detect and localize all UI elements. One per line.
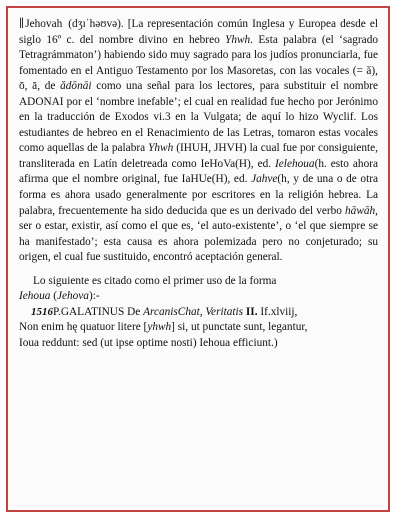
entry-text-6: (h, y de una o de otra forma es ahora usado generalmente por escritores en la religión hebrea. La palabra, frecuentemente ha sido deducida que es un derivado del verbo — [19, 173, 378, 217]
entry-text-1: [La representación común Inglesa y Europea desde el siglo 16º c. del nombre divino en hebreo — [19, 18, 378, 46]
entry-text-5: (h. esto ahora afirma que el nombre original, fue IaHUe(H), ed. — [19, 157, 378, 186]
pronunciation: (dʒɪˈhəʊvə). — [68, 18, 124, 30]
term-yhwh-2: Yhwh — [148, 142, 174, 155]
quotation-intro — [19, 274, 378, 290]
form-iehoua: Iehoua — [19, 290, 51, 303]
citation-title: ArcanisChat, Veritatis — [143, 305, 244, 318]
citation-latin-line-1 — [19, 320, 378, 336]
latin-yhwh: yhwh — [147, 321, 172, 334]
latin-text-c: Ioua reddunt: sed (ut ipse optime nosti) Iehoua efficiunt.) — [19, 336, 278, 349]
latin-text-a: Non enim hę quatuor litere [ — [19, 321, 148, 334]
quotation-form-line — [19, 289, 378, 305]
quotation-block — [19, 274, 378, 352]
entry-paragraph — [19, 17, 378, 266]
entry-text-4: (IHUH, JHVH) la cual fue por consiguiente, transliterada en Latín deletreada como IeHoVa(H), ed. — [19, 142, 378, 170]
entry-text-7: , ser o estar, existir, así como el que es, ‘el auto-existente’, o ‘el que siempre se ha manifestado’; esta causa es ahora polemizada pero no conjeturado; su origen, el cual fue sustituido, encontró aceptación general. — [19, 204, 378, 264]
term-ielehoua: Ielehoua — [275, 157, 315, 170]
quotation-intro-text: Lo siguiente es citado como el primer uso de la forma — [33, 274, 277, 287]
term-hawah: hāwāh — [345, 204, 376, 217]
headword: Jehovah — [25, 18, 63, 30]
dictionary-entry-box — [6, 6, 390, 512]
citation-author: P.GALATINUS De — [53, 305, 144, 318]
citation-ref: If.xlviij, — [257, 305, 298, 318]
citation-book: II. — [245, 305, 258, 318]
entry-text-3: como una señal para los lectores, para substituir el nombre ADONAI por el ‘nombre inefable’; el cual en realidad fue hecho por Jerónimo en la traducción de Exodos vi.3 en la Vulgata; de aquí lo hizo Wyclif. Los estudiantes de hebreo en el Renacimiento de las Letras, tomaron estas vocales como aquellas de la palabra — [19, 80, 378, 155]
citation-latin-line-2 — [19, 336, 378, 352]
form-end: ):- — [88, 290, 100, 303]
term-adonai: ădōnāi — [60, 80, 92, 93]
parallel-mark: ∥ — [19, 18, 25, 30]
citation-line — [19, 305, 378, 321]
citation-year: 1516 — [31, 305, 53, 318]
form-jehova: Jehova — [56, 290, 89, 303]
entry-text-2: . Esta palabra (el ‘sagrado Tetragrámmaton’) habiendo sido muy sagrado para los judíos pronunciarla, fue fomentado en el Antiguo Testamento por los Masoretas, con las vocales (= ă), ō, ā, de — [19, 33, 378, 93]
term-jahve: Jahve — [251, 173, 278, 186]
latin-text-b: ] si, ut punctate sunt, legantur, — [171, 321, 308, 334]
form-paren-open: ( — [50, 290, 57, 303]
term-yhwh: Yhwh — [225, 33, 251, 46]
